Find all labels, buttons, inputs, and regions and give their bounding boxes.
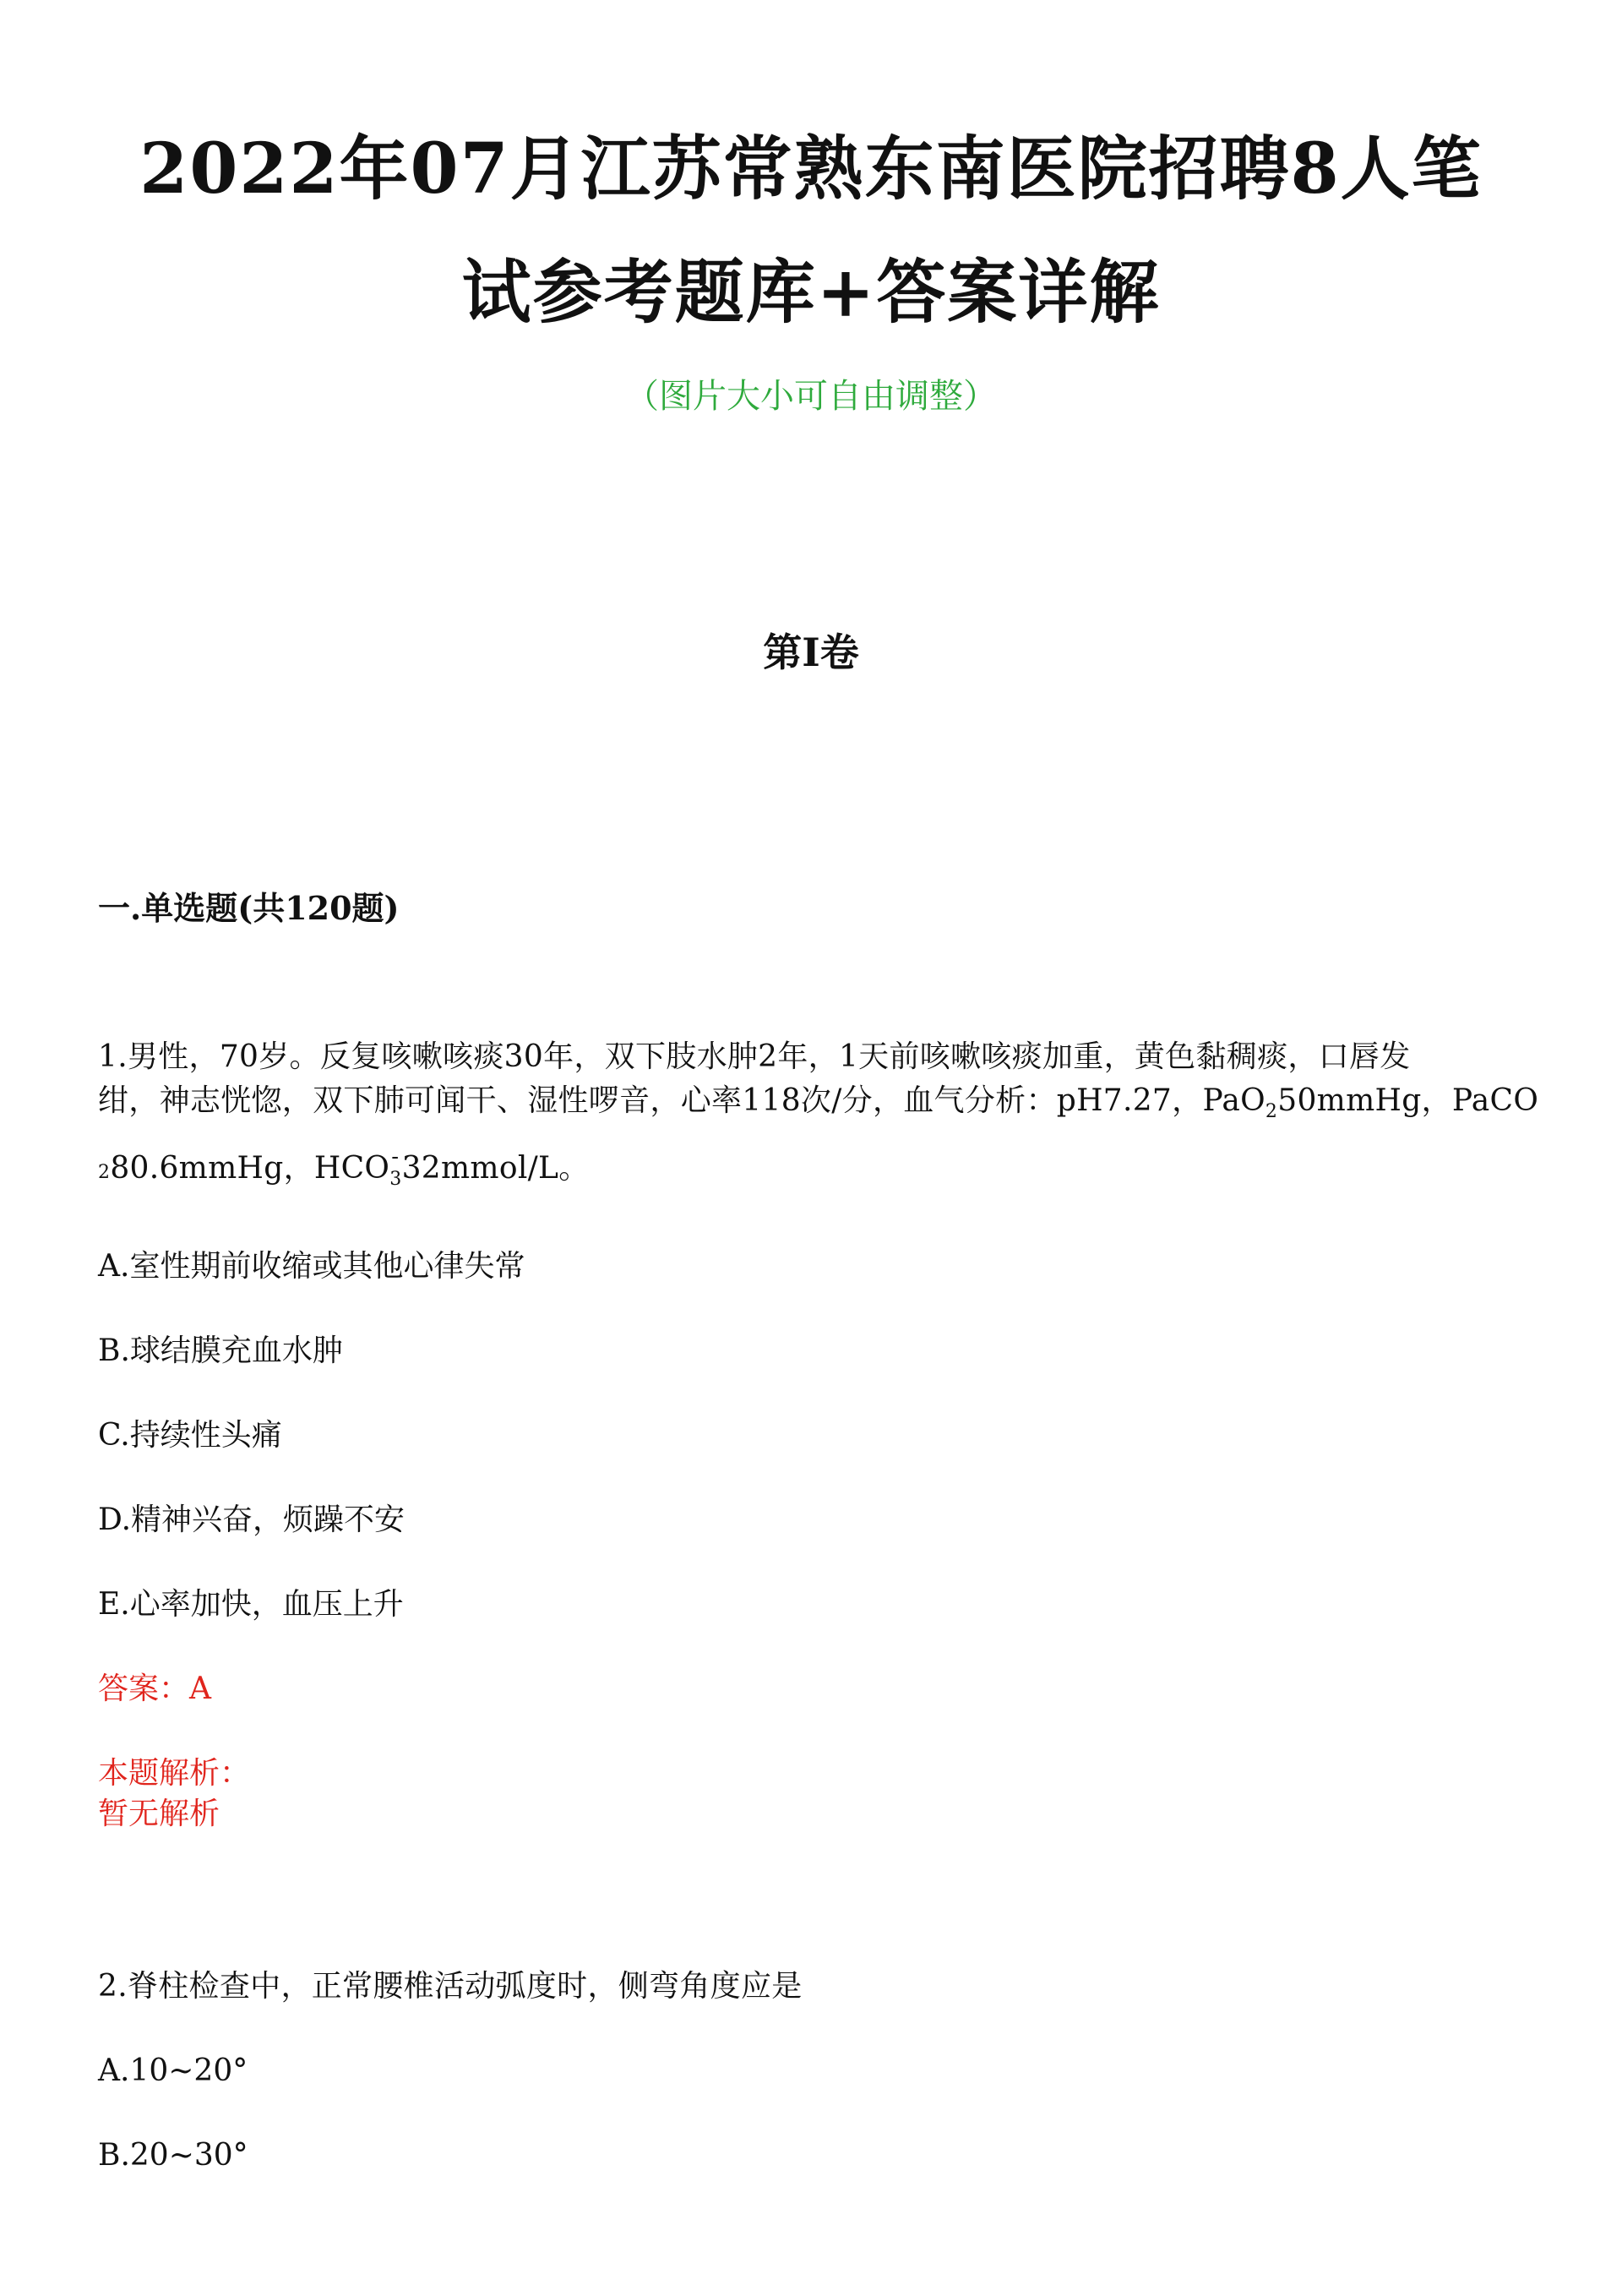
question-1-stem-line-1: 1.男性，70岁。反复咳嗽咳痰30年，双下肢水肿2年，1天前咳嗽咳痰加重，黄色黏稠痰，口唇发 (98, 1039, 1411, 1074)
subscript: 3 (389, 1169, 402, 1190)
question-1-option-e: E.心率加快，血压上升 (98, 1587, 404, 1622)
question-2-stem: 2.脊柱检查中，正常腰椎活动弧度时，侧弯角度应是 (98, 1969, 803, 2004)
question-1-stem-line-3 (98, 1144, 590, 1199)
section-heading: 一.单选题(共120题) (98, 889, 400, 927)
document-title-line-2: 试参考题库+答案详解 (461, 252, 1161, 333)
question-1-option-d: D.精神兴奋，烦躁不安 (98, 1502, 406, 1537)
question-1-option-c: C.持续性头痛 (98, 1418, 282, 1453)
question-1-stem-text: 绀，神志恍惚，双下肺可闻干、湿性啰音，心率118次/分，血气分析：pH7.27，PaO (98, 1083, 1265, 1118)
superscript-minus (389, 1144, 402, 1199)
question-1-answer: 答案：A (98, 1672, 211, 1706)
question-2-option-a: A.10~20° (98, 2053, 248, 2088)
superscript-sign: - (391, 1144, 400, 1170)
volume-heading: 第I卷 (763, 630, 859, 675)
question-1-option-b: B.球结膜充血水肿 (98, 1333, 343, 1368)
subscript: 2 (98, 1162, 111, 1183)
question-1-analysis-label: 本题解析： (98, 1756, 251, 1791)
question-1-stem-text: 32mmol/L。 (401, 1151, 590, 1186)
document-subtitle: （图片大小可自由调整） (625, 377, 997, 416)
question-1-stem-text: 80.6mmHg，HCO (110, 1151, 390, 1186)
question-1-analysis: 暂无解析 (98, 1797, 220, 1831)
question-2-option-b: B.20~30° (98, 2138, 248, 2173)
question-1-stem-line-2 (98, 1082, 1538, 1132)
subscript: 2 (1265, 1101, 1278, 1122)
question-1-option-a: A.室性期前收缩或其他心律失常 (98, 1249, 525, 1284)
document-title-line-1: 2022年07月江苏常熟东南医院招聘8人笔 (139, 128, 1483, 210)
question-1-stem-text: 50mmHg，PaCO (1277, 1083, 1539, 1118)
